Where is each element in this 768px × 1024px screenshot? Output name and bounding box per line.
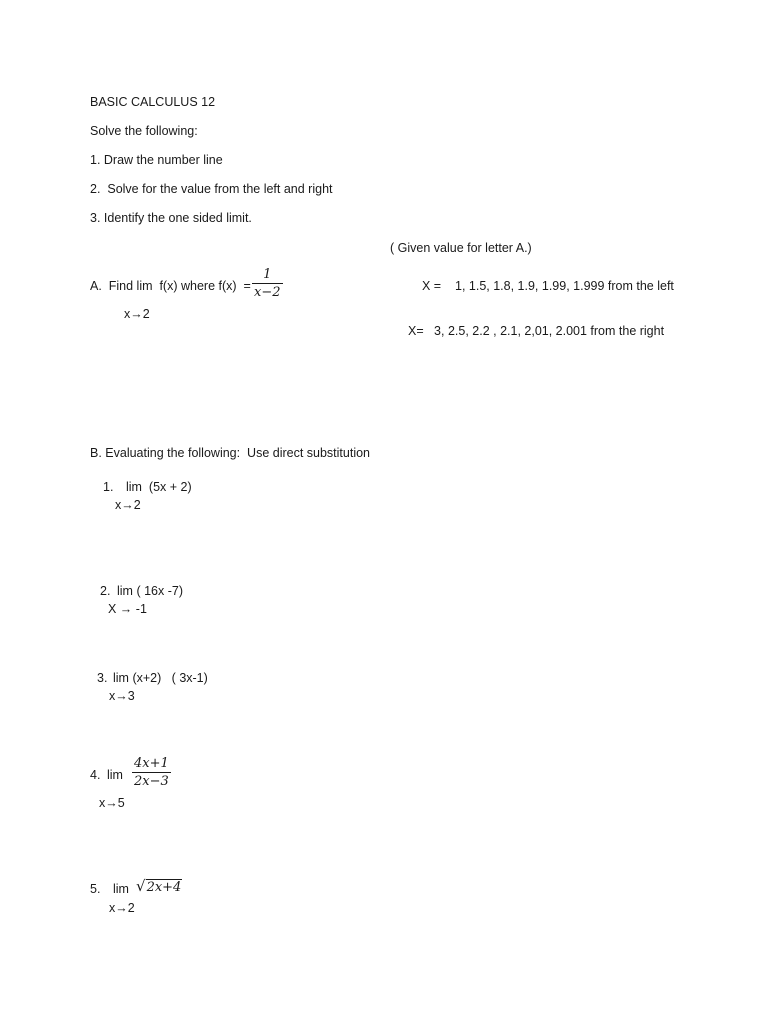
part-a-numerator: 1 [263,267,272,282]
problem-4-numerator: 4x+1 [134,756,169,771]
problem-4-expression: lim [107,768,123,782]
problem-3-number: 3. [97,671,108,685]
problem-4-denominator: 2x−3 [134,774,169,789]
problem-5-number: 5. [90,882,101,896]
part-a-approach: x→2 [124,307,150,321]
problem-1-approach: x→2 [115,498,141,512]
problem-5-approach: x→2 [109,901,135,915]
page-title: BASIC CALCULUS 12 [90,95,216,109]
problem-5-square-root [136,879,182,894]
instruction-step-2: 2. Solve for the value from the left and right [90,182,333,196]
problem-1-expression: lim (5x + 2) [126,480,192,494]
problem-2-approach: X → -1 [108,602,147,616]
problem-5-expression: lim [113,882,129,896]
problem-2-number: 2. [100,584,111,598]
part-a-right-values: X= 3, 2.5, 2.2 , 2.1, 2,01, 2.001 from the right [408,324,665,338]
radical-sign: √ [136,877,146,895]
problem-4-approach: x→5 [99,796,125,810]
instruction-step-1: 1. Draw the number line [90,153,223,167]
problem-2-expression: lim ( 16x -7) [117,584,183,598]
part-a-left-values: X = 1, 1.5, 1.8, 1.9, 1.99, 1.999 from the left [422,279,674,293]
part-b-heading: B. Evaluating the following: Use direct substitution [90,446,371,460]
fraction-bar [252,283,283,284]
instructions-heading: Solve the following: [90,124,198,138]
part-a-prompt: A. Find lim f(x) where f(x) = [90,279,251,293]
fraction-bar [132,772,171,773]
given-values-note: ( Given value for letter A.) [390,241,532,255]
part-a-fraction [252,268,283,299]
instruction-step-3: 3. Identify the one sided limit. [90,211,252,225]
problem-3-expression: lim (x+2) ( 3x-1) [113,671,208,685]
part-a-denominator: x−2 [254,285,281,300]
problem-4-number: 4. [90,768,101,782]
problem-4-fraction [132,757,171,788]
problem-1-number: 1. [103,480,114,494]
problem-3-approach: x→3 [109,689,135,703]
problem-5-radicand: 2x+4 [146,880,182,895]
